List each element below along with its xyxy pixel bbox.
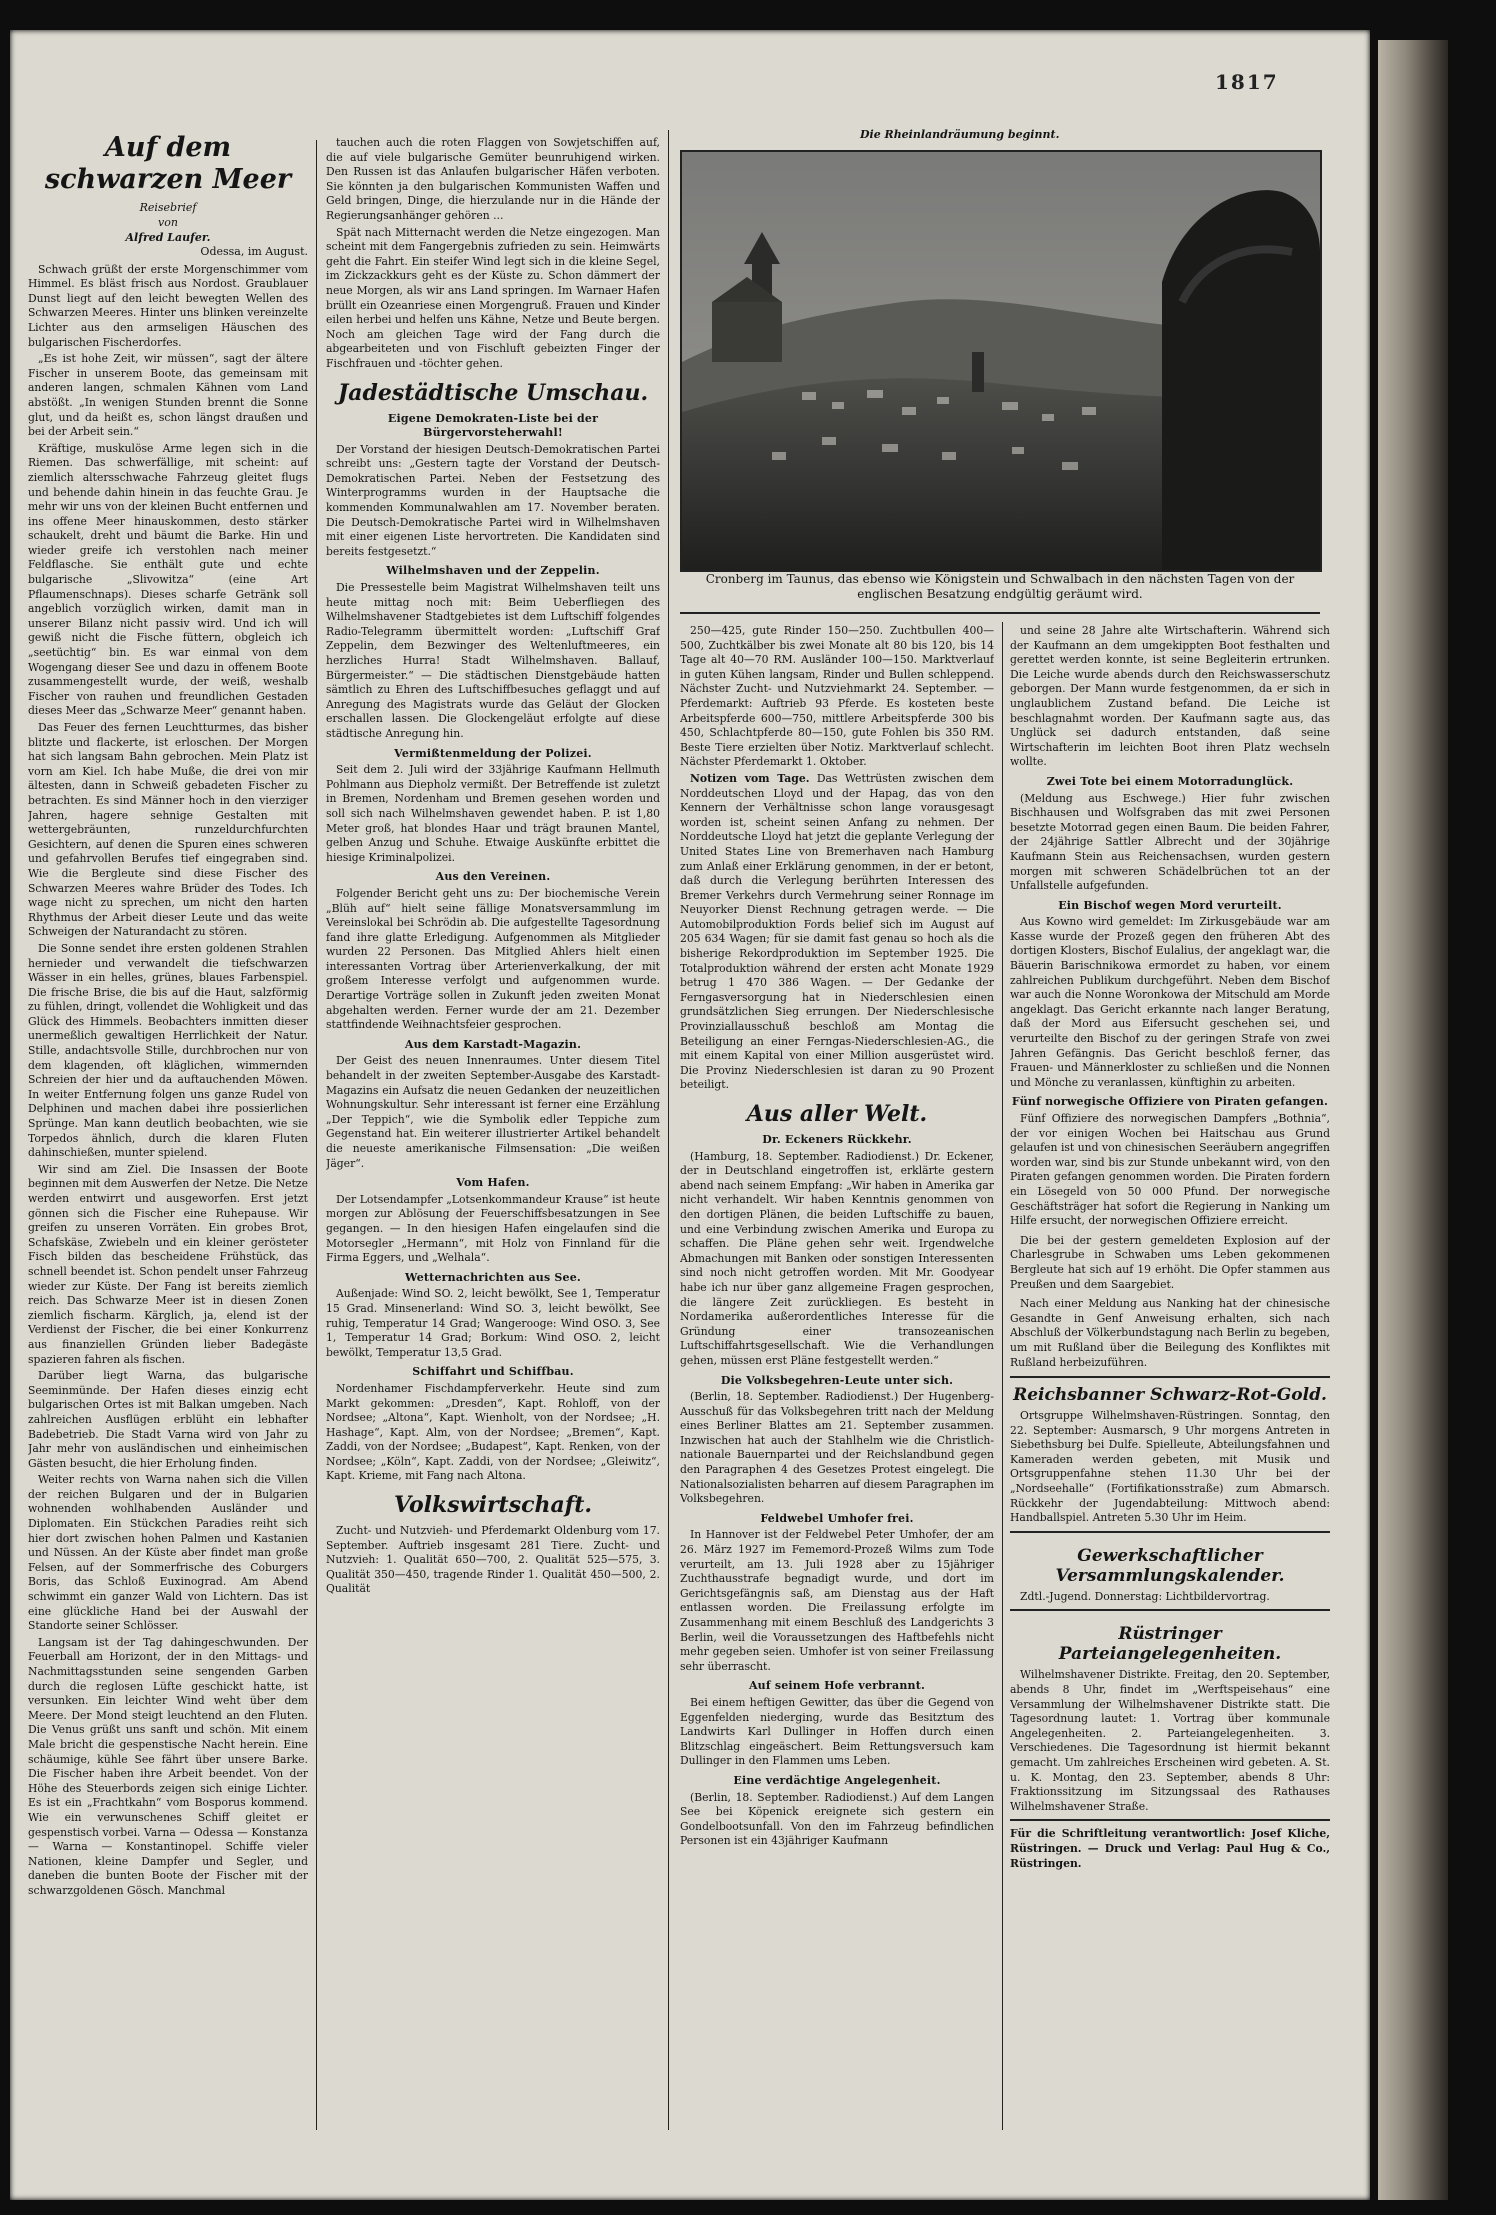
- world-news-item: [680, 1774, 994, 1849]
- jade-news-item-heading: Wilhelmshaven und der Zeppelin.: [386, 564, 600, 578]
- jade-news-item-text: Die Pressestelle beim Magistrat Wilhelmshaven teilt uns heute mittag noch mit: Beim Ueberfliegen des Wilhelmshavener Stadtgebietes ist dem Luftschiff folgendes Radio-Telegramm übermittelt worden: „Luftschiff Graf Zeppelin, dem Bezwinger des Weltenluftmeeres, ein herzliches Hurra! Stadt Wilhelmshaven. Ballauf, Bürgermeister.“ — Die städtischen Dienstgebäude hatten sämtlich zu Ehren des Luftschiffbesuches geflaggt und auf Anregung des Magistrats wurde das Geläut der Glocken erschallen lassen. Die Glockengeläut erfolgte auf diese städtische Anregung hin.: [326, 581, 660, 740]
- section-heading-volkswirtschaft: Volkswirtschaft.: [393, 1492, 593, 1519]
- article-paragraph: tauchen auch die roten Flaggen von Sowjetschiffen auf, die auf viele bulgarische Gemüter beunruhigend wirken. Den Russen ist das Anlaufen bulgarischer Häfen verboten. Sie könnten ja den bulgarischen Kommunisten Waffen und Geld bringen, Dinge, die hierzulande nur in die Hände der Regierungsanhänger gehören ...: [326, 136, 660, 222]
- section-heading-jade: Jadestädtische Umschau.: [337, 379, 649, 406]
- jade-news-item: [326, 564, 660, 741]
- column-2: [326, 136, 660, 2130]
- article-dateline: Odessa, im August.: [200, 245, 308, 258]
- article-paragraph: Schwach grüßt der erste Morgenschimmer vom Himmel. Es bläst frisch aus Nordost. Graublauer Dunst liegt auf den leicht bewegten Wellen des Schwarzen Meeres. Hinter uns blinken vereinzelte Lichter aus den armseligen Häuschen des bulgarischen Fischerdorfes.: [28, 262, 308, 349]
- jade-news-list: [326, 412, 660, 1361]
- world-news-item: [680, 1133, 994, 1369]
- town-photo: [680, 150, 1322, 572]
- jade-news-item-heading: Wetternachrichten aus See.: [405, 1270, 581, 1284]
- news-item: [1010, 1095, 1330, 1228]
- book-spine: [1378, 40, 1448, 2200]
- news-paragraph: und seine 28 Jahre alte Wirtschafterin. Während sich der Kaufmann an dem umgekippten Boot festhalten und gerettet werden konnte, ist seine Begleiterin ertrunken. Die Leiche wurde abends durch den Reichswasserschutz geborgen. Der Mann wurde festgenommen, da er sich in unglaublichem Zustand befand. Die Leiche ist beschlagnahmt worden. Der Kaufmann sagte aus, das Unglück sei dadurch entstanden, daß seine Wirtschafterin im leichten Boot ihren Platz wechseln wollte.: [1010, 624, 1330, 769]
- article-paragraph: „Es ist hohe Zeit, wir müssen“, sagt der ältere Fischer in unserem Boote, das gemeinsam mit anderen langen, schmalen Kähnen vom Land abstößt. „In wenigen Stunden brennt die Sonne glut, und da heißt es, schon längst draußen und bei der Arbeit sein.“: [28, 352, 308, 439]
- reichsbanner-text: Ortsgruppe Wilhelmshaven-Rüstringen. Sonntag, den 22. September: Ausmarsch, 9 Uhr morgens Antreten in Siebethsburg bei Dulfe. Spielleute, Abteilungsfahnen und Kameraden werden gebeten, mit Musik und Ortsgruppenfahne stehen 11.30 Uhr bei der „Nordseehalle“ (Fortifikationsstraße) zum Abmarsch. Rückkehr der Jugendabteilung: Mittwoch abend: Handballspiel. Antreten 5.30 Uhr im Heim.: [1010, 1409, 1330, 1525]
- news-item-heading: Zwei Tote bei einem Motorradunglück.: [1046, 774, 1294, 788]
- news-item: [1010, 1234, 1330, 1292]
- jade-news-item-heading: Vermißtenmeldung der Polizei.: [394, 746, 592, 760]
- news-item-text: (Meldung aus Eschwege.) Hier fuhr zwischen Bischhausen und Wolfsgraben das mit zwei Personen besetzte Motorrad gegen einen Baum. Die beiden Fahrer, der 24jährige Sattler Albrecht und der 30jährige Kaufmann Stein aus Reichensachsen, wurden gestern morgen mit schweren Schädelbrüchen tot an der Unfallstelle aufgefunden.: [1010, 791, 1330, 893]
- article-body: [28, 263, 308, 1899]
- article-paragraph: Spät nach Mitternacht werden die Netze eingezogen. Man scheint mit dem Fangergebnis zufrieden zu sein. Heimwärts geht die Fahrt. Ein steifer Wind legt sich in die kleine Segel, im Zickzackkurs geht es der Küste zu. Schon dämmert der neue Morgen, als wir ans Land springen. Im Warnaer Hafen brüllt ein Ozeanriese einen Morgengruß. Frauen und Kinder eilen herbei und helfen uns Kähne, Netze und Beute bergen. Noch am gleichen Tage wird der Fang durch die abgearbeiteten und von Fischluft gebeizten Finger der Fischfrauen und -töchter gehen.: [326, 225, 660, 370]
- news-item-heading: Ein Bischof wegen Mord verurteilt.: [1058, 898, 1282, 912]
- section-heading-aus-aller-welt: Aus aller Welt.: [746, 1101, 928, 1127]
- market-paragraph: 250—425, gute Rinder 150—250. Zuchtbullen 400—500, Zuchtkälber bis zwei Monate alt 80 bis 120, bis 14 Tage alt 40—70 RM. Ausländer 100—150. Marktverlauf in guten Kühen langsam, Rinder und Bullen schleppend. Nächster Zucht- und Nutzviehmarkt 24. September. — Pferdemarkt: Auftrieb 93 Pferde. Es kosteten beste Arbeitspferde 600—750, mittlere Arbeitspferde 300 bis 450, Schlachtpferde 80—150, gute Fohlen bis 350 RM. Beste Tiere erzielten über Notiz. Marktverlauf schlecht. Nächster Pferdemarkt 1. Oktober.: [680, 624, 994, 769]
- jade-news-item-text: Außenjade: Wind SO. 2, leicht bewölkt, See 1, Temperatur 15 Grad. Minsenerland: Wind SO. 3, leicht bewölkt, See ruhig, Temperatur 14 Grad; Wangerooge: Wind OSO. 3, See 1, Temperatur 14 Grad; Borkum: Wind OSO. 2, leicht bewölkt, Temperatur 13,5 Grad.: [326, 1287, 660, 1359]
- gewerkschaft-box: [1010, 1539, 1330, 1612]
- jade-news-item: [326, 1176, 660, 1266]
- ruestringen-title: Rüstringer Parteiangelegenheiten.: [1058, 1624, 1282, 1665]
- news-item: [1010, 899, 1330, 1091]
- photo-headline: Die Rheinlandräumung beginnt.: [860, 128, 1060, 141]
- ruestringen-box: [1010, 1617, 1330, 1821]
- reichsbanner-box: [1010, 1376, 1330, 1533]
- notizen-heading: Notizen vom Tage.: [690, 771, 810, 785]
- horizontal-rule: [680, 612, 1320, 614]
- world-news-item: [680, 1374, 994, 1507]
- column-rule: [316, 140, 317, 2130]
- article-continuation: [326, 136, 660, 372]
- news-item-text: Die bei der gestern gemeldeten Explosion auf der Charlesgrube in Schwaben ums Leben gekommenen Bergleute hat sich auf 19 erhöht. Die Opfer stammen aus Preußen und dem Saargebiet.: [1010, 1233, 1330, 1291]
- ruestringen-text: Wilhelmshavener Distrikte. Freitag, den 20. September, abends 8 Uhr, findet im „Werftspeisehaus“ eine Versammlung der Wilhelmshavener Distrikte statt. Die Tagesordnung lautet: 1. Vortrag über kommunale Angelegenheiten. 2. Parteiangelegenheiten. 3. Verschiedenes. Die Tagesordnung ist hiermit bekannt gemacht. Um zahlreiches Erscheinen wird gebeten. A. St. u. K. Montag, den 23. September, abends 8 Uhr: Fraktionssitzung im Sitzungssaal des Rathauses Wilhelmshavener Straße.: [1010, 1668, 1330, 1813]
- world-news-item-heading: Auf seinem Hofe verbrannt.: [748, 1679, 926, 1693]
- news-item-text: Aus Kowno wird gemeldet: Im Zirkusgebäude war am Kasse wurde der Prozeß gegen den früheren Abt des dortigen Klosters, Bischof Eulalius, der angeklagt war, die Bäuerin Barischnikowa ermordet zu haben, vor einem zahlreichen Publikum durchgeführt. Neben dem Bischof war auch die Nonne Woronkowa der Mitschuld am Morde angeklagt. Das Gericht erkannte nach langer Beratung, daß der Mord aus Eifersucht geschehen sei, und verurteilte den Bischof zu der geringen Strafe von zwei Jahren Gefängnis. Das Gericht beschloß ferner, das Frauen- und Männerkloster zu schließen und die Nonnen und Mönche zu veranlassen, künftighin zu arbeiten.: [1010, 915, 1330, 1089]
- market-report: [680, 624, 994, 770]
- jade-news-item-heading: Vom Hafen.: [456, 1176, 530, 1190]
- photo-caption: Cronberg im Taunus, das ebenso wie Königstein und Schwalbach in den nächsten Tagen von der englischen Besatzung endgültig geräumt wird.: [705, 572, 1295, 601]
- world-news-item-text: (Hamburg, 18. September. Radiodienst.) Dr. Eckener, der in Deutschland eingetroffen ist, erklärte gestern abend nach seinem Empfang: „Wir haben in Amerika gar nicht verhandelt. Wir haben Kenntnis genommen von den dortigen Plänen, die beiden Luftschiffe zu bauen, und eine Verbindung zwischen Amerika und Europa zu schaffen. Die Pläne gehen sehr weit. Irgendwelche Abmachungen mit Banken oder sonstigen Interessenten sind noch nicht getroffen worden. Mit Mr. Goodyear habe ich nur über ganz allgemeine Fragen gesprochen, die längere Zeit zurückliegen. Es besteht in Nordamerika außerordentliches Interesse für die Gründung einer transozeanischen Luftschiffahrtsgesellschaft. Wie die Verhandlungen gehen, müssen erst Pläne festgestellt werden.“: [680, 1149, 994, 1367]
- schiffahrt-text: Nordenhamer Fischdampferverkehr. Heute sind zum Markt gekommen: „Dresden“, Kapt. Rohloff, von der Nordsee; „Altona“, Kapt. Wienholt, von der Nordsee; „H. Hashage“, Kapt. Alm, von der Nordsee; „Bremen“, Kapt. Zaddi, von der Nordsee; „Budapest“, Kapt. Renken, von der Nordsee; „Köln“, Kapt. Zaddi, von der Nordsee; „Gleiwitz“, Kapt. Krieme, mit Fang nach Altona.: [326, 1381, 660, 1483]
- reichsbanner-title: Reichsbanner Schwarz-Rot-Gold.: [1013, 1385, 1327, 1406]
- page-number: 1817: [1215, 70, 1279, 94]
- article-subtitle: Reisebrief: [139, 201, 197, 214]
- article-paragraph: Langsam ist der Tag dahingeschwunden. Der Feuerball am Horizont, der in den Mittags- und Nachmittagsstunden seine sengenden Garben durch die reglosen Lüfte geschickt hatte, ist versunken. Ein leichter Wind weht über dem Meere. Der Mond steigt leuchtend an den Fluten. Die Venus grüßt uns sanft und schön. Mit einem Male bricht die gespenstische Nacht herein. Eine schäumige, kühle See fährt über unsere Barke. Die Fischer haben ihre Arbeit beendet. Von der Höhe des Steuerbords zeigen sich einige Lichter. Es ist ein „Frachtkahn“ vom Bosporus kommend. Wie ein verwunschenes Schiff gleitet er gespenstisch vorbei. Varna — Odessa — Konstanza — Warna — Konstantinopel. Schiffe vieler Nationen, kleine Dampfer und Segler, und daneben die bunten Boote der Fischer mit der schwarzgoldenen Gösch. Manchmal: [28, 1635, 308, 1897]
- world-news-item: [680, 1679, 994, 1769]
- world-news-item-text: (Berlin, 18. September. Radiodienst.) Der Hugenberg-Ausschuß für das Volksbegehren tritt nach der Meldung eines Berliner Blattes am 21. September zusammen. Inzwischen hat auch der Stahlhelm wie die Christlich-nationale Bauernpartei und der Reichslandbund gegen den Paragraphen 4 des Gesetzes Protest eingelegt. Die Nationalsozialisten beharren auf diesem Paragraphen im Volksbegehren.: [680, 1390, 994, 1506]
- gewerkschaft-title: Gewerkschaftlicher Versammlungskalender.: [1055, 1545, 1285, 1586]
- article-author: Alfred Laufer.: [125, 231, 211, 244]
- column-3: [680, 624, 994, 2130]
- jade-news-item-text: Folgender Bericht geht uns zu: Der biochemische Verein „Blüh auf“ hielt seine fällige Monatsversammlung im Vereinslokal bei Schrödin ab. Die aufgestellte Tagesordnung fand ihre glatte Erledigung. Aufgenommen als Mitglieder wurden 22 Personen. Das Mitglied Ahlers hielt einen interessanten Vortrag über Arterienverkalkung, der mit großem Interesse verfolgt und aufgenommen wurde. Derartige Vorträge sollen in Zukunft jeden zweiten Monat abgehalten werden. Ferner wurde der am 21. Dezember stattfindende Weihnachtsfeier gesprochen.: [326, 886, 660, 1032]
- article-paragraph: Kräftige, muskulöse Arme legen sich in die Riemen. Das schwerfällige, mit scheint: auf ziemlich altersschwache Fahrzeug gleitet flugs und behende dahin hinein in das feuchte Grau. Je mehr wir uns von der kleinen Bucht entfernen und ins offene Meer hinauskommen, desto stärker schaukelt, dreht und bäumt die Barke. Hin und wieder greife ich verstohlen nach meiner Feldflasche. Sie enthält gute und echte bulgarische „Slivowitza“ (eine Art Pflaumenschnaps). Dieses scharfe Getränk soll angeblich vorzüglich wirken, damit man in unserer Bilanz nicht passiv wird. Und ich will gewiß nicht die Fische füttern, obgleich ich „seetüchtig“ bin. Es war einmal von dem Wogengang dieser See und dazu in offenem Boote zusammengestellt wurde, der weiß, weshalb Fischer von rauhen und freundlichen Gestaden dieses Meer das „Schwarze Meer“ genannt haben.: [28, 441, 308, 718]
- column-rule: [668, 130, 669, 2130]
- jade-news-item-heading: Eigene Demokraten-Liste bei der Bürgervorsteherwahl!: [387, 411, 599, 440]
- gewerkschaft-text: Zdtl.-Jugend. Donnerstag: Lichtbildervortrag.: [1020, 1589, 1270, 1603]
- article-paragraph: Darüber liegt Warna, das bulgarische Seeminmünde. Der Hafen dieses einzig echt bulgarischen Ortes ist mit Balkan umgeben. Nach zahlreichen Ausflügen erblüht ein lebhafter Badebetrieb. Die Stadt Varna wird von Jahr zu Jahr mehr von ausländischen und einheimischen Gästen besucht, die hier Erholung finden.: [28, 1369, 308, 1470]
- jade-news-item-heading: Aus den Vereinen.: [435, 870, 551, 884]
- world-news-item-heading: Eine verdächtige Angelegenheit.: [733, 1773, 941, 1787]
- article-title: Auf dem schwarzen Meer: [44, 132, 292, 195]
- article-paragraph: Weiter rechts von Warna nahen sich die Villen der reichen Bulgaren und der in Bulgarien wohnenden wohlhabenden Ausländer und Diplomaten. Ein Stückchen Paradies reiht sich hier dort zwischen hohen Palmen und Kastanien und Nüssen. An der Küste aber findet man große Felsen, auf der Sommerfrische des Coburgers Boris, das Schloß Euxinograd. Am Abend schwimmt ein ganzer Wald von Lichtern. Das ist eine glückliche Hand bei der Auswahl der Standorte seiner Schlösser.: [28, 1473, 308, 1633]
- news-continuation: [1010, 624, 1330, 770]
- world-news-item-heading: Die Volksbegehren-Leute unter sich.: [720, 1373, 954, 1387]
- article-paragraph: Das Feuer des fernen Leuchtturmes, das bisher blitzte und flackerte, ist erloschen. Der Morgen hat sich langsam Bahn gebrochen. Mein Platz ist vorn am Kiel. Ich habe Muße, die drei von mir ältesten, dann in Schweiß gebadeten Fischer zu betrachten. Es sind Männer hoch in den vierziger Jahren, hagere sehnige Gestalten mit wettergebräunten, runzeldurchfurchten Gesichtern, auf denen die Spuren eines schweren und gefahrvollen Berufes tief eingegraben sind. Wie die Bergleute sind diese Fischer des Schwarzen Meeres wahre Brüder des Todes. Ich wage nicht zu sprechen, um nicht den harten Rhythmus der Arbeit dieser Leute und das weite Schweigen der Naturandacht zu stören.: [28, 721, 308, 939]
- news-items: [1010, 775, 1330, 1370]
- article-paragraph: Wir sind am Ziel. Die Insassen der Boote beginnen mit dem Auswerfen der Netze. Die Netze werden entwirrt und ausgeworfen. Erst jetzt gönnen sich die Fischer eine Ruhepause. Wir greifen zu unseren Vorräten. Ein grobes Brot, Schafskäse, Zwiebeln und ein kleiner gerösteter Fisch bilden das bescheidene Frühstück, das schnell beendet ist. Schon pendelt unser Fahrzeug wieder zur Küste. Der Fang ist bereits ziemlich reich. Das Schwarze Meer ist in diesen Zonen ziemlich fischarm. Kärglich, ja, elend ist der Verdienst der Fischer, die bei einer Konkurrenz aus finanziellen Gründen lieber Badegäste spazieren fahren als fischen.: [28, 1162, 308, 1366]
- column-rule: [1002, 622, 1003, 2130]
- world-news-item-text: (Berlin, 18. September. Radiodienst.) Auf dem Langen See bei Köpenick ereignete sich gestern ein Gondelbootsunfall. Von den im Fahrzeug befindlichen Personen ist ein 43jähriger Kaufmann: [680, 1790, 994, 1848]
- news-item: [1010, 1297, 1330, 1370]
- jade-news-item-text: Der Vorstand der hiesigen Deutsch-Demokratischen Partei schreibt uns: „Gestern tagte der Vorstand der Deutsch-Demokratischen Partei. Neben der Festsetzung des Winterprogramms wurden in der Hauptsache die kommenden Kommunalwahlen am 17. November beraten. Die Deutsch-Demokratische Partei wird in Wilhelmshaven mit einer eigenen Liste hervortreten. Die Kandidaten sind bereits festgesetzt.“: [326, 442, 660, 558]
- jade-news-item: [326, 1271, 660, 1361]
- section-heading-schiffahrt: Schiffahrt und Schiffbau.: [412, 1365, 574, 1379]
- notizen-text: Das Wettrüsten zwischen dem Norddeutschen Lloyd und der Hapag, das von den Kennern der Verhältnisse schon lange vorausgesagt worden ist, scheint seinen Anfang zu nehmen. Der Norddeutsche Lloyd hat jetzt die geplante Verlegung der United States Line von Bremerhaven nach Hamburg zum Anlaß einer Erklärung genommen, in der er betont, daß durch die Verlegung berührten Interessen des Bremer Verkehrs durch Vermehrung seiner Ronnage im Neuyorker Dienst Rechnung getragen werde. — Die Automobilproduktion Fords belief sich im August auf 205 634 Wagen; für sie damit fast genau so hoch als die bisherige Rekordproduktion im September 1925. Die Totalproduktion während der ersten acht Monate 1929 betrug 1 470 386 Wagen. — Der Gedanke der Ferngasversorgung hat in Niederschlesien einen grundsätzlichen Sieg errungen. Der Niederschlesische Provinziallausschuß beschloß am Montag die Beteiligung an einer Ferngas-Niederschlesien-AG., die mit einem Kapital von einer Million ausgerüstet wird. Die Provinz Niederschlesien ist daran zu 90 Prozent beteiligt.: [680, 771, 994, 1092]
- jade-news-item-heading: Aus dem Karstadt-Magazin.: [404, 1037, 582, 1051]
- jade-news-item: [326, 747, 660, 866]
- article-by: von: [158, 216, 178, 229]
- news-item-text: Fünf Offiziere des norwegischen Dampfers „Bothnia“, der vor einigen Wochen bei Haitschau aus Grund gelaufen ist und von chinesischen Seeräubern angegriffen worden war, sind bis zur Stunde unbekannt wird, von den Piraten gefangen genommen worden. Die Piraten fordern ein Lösegeld von 50 000 Pfund. Der norwegische Geschäftsträger hat sofort die Regierung in Nanking um Hilfe ersucht, der norwegischen Offiziere erreicht.: [1010, 1112, 1330, 1228]
- news-item-heading: Fünf norwegische Offiziere von Piraten gefangen.: [1011, 1095, 1329, 1109]
- jade-news-item-text: Seit dem 2. Juli wird der 33jährige Kaufmann Hellmuth Pohlmann aus Diepholz vermißt. Der Betreffende ist zuletzt in Bremen, Nordenham und Bremen gesehen worden und soll sich nach Wilhelmshaven gewendet haben. P. ist 1,80 Meter groß, hat blondes Haar und trägt braunen Mantel, gelben Anzug und Schuhe. Etwaige Auskünfte erbittet die hiesige Kriminalpolizei.: [326, 763, 660, 864]
- column-4: [1010, 624, 1330, 2130]
- jade-news-item: [326, 412, 660, 560]
- world-news-item: [680, 1512, 994, 1675]
- article-paragraph: Die Sonne sendet ihre ersten goldenen Strahlen hernieder und verwandelt die tiefschwarzen Wässer in ein helles, grünes, blaues Farbenspiel. Die frische Brise, die bis auf die Haut, salzförmig zu fühlen, dringt, vollendet die Wohligkeit und das Glück des Himmels. Beobachters inmitten dieser unermeßlich gewaltigen Herrlichkeit der Natur. Stille, andachtsvolle Stille, durchbrochen nur von dem klagenden, oft kläglichen, wimmernden Schreien der hier und da auftauchenden Möwen. In weiter Entfernung folgen uns ganze Rudel von Delphinen und machen dabei ihre possierlichen Sprünge. Man kann deutlich beobachten, wie sie Torpedos ähnlich, durch die klaren Fluten dahinschießen, munter spielend.: [28, 941, 308, 1160]
- jade-news-item-text: Der Lotsendampfer „Lotsenkommandeur Krause“ ist heute morgen zur Ablösung der Feuerschiffsbesatzungen in See gegangen. — In den hiesigen Hafen eingelaufen sind die Motorsegler „Hermann“, mit Holz von Finnland für die Firma Eggers, und „Welhala“.: [326, 1192, 660, 1265]
- volkswirtschaft-text: Zucht- und Nutzvieh- und Pferdemarkt Oldenburg vom 17. September. Auftrieb insgesamt 281 Tiere. Zucht- und Nutzvieh: 1. Qualität 650—700, 2. Qualität 525—575, 3. Qualität 350—450, tragende Rinder 1. Qualität 450—500, 2. Qualität: [326, 1524, 660, 1596]
- world-news-item-heading: Feldwebel Umhofer frei.: [760, 1511, 914, 1525]
- news-item-text: Nach einer Meldung aus Nanking hat der chinesische Gesandte in Genf Anweisung erhalten, sich nach Abschluß der Völkerbundstagung nach Berlin zu begeben, um mit Rußland über die Beilegung des Konfliktes mit Rußland herbeizuführen.: [1010, 1297, 1330, 1369]
- jade-news-item: [326, 1038, 660, 1171]
- imprint: Für die Schriftleitung verantwortlich: Josef Kliche, Rüstringen. — Druck und Verlag: Paul Hug & Co., Rüstringen.: [1010, 1827, 1330, 1870]
- world-news-item-text: In Hannover ist der Feldwebel Peter Umhofer, der am 26. März 1927 im Fememord-Prozeß Wilms zum Tode verurteilt, am 13. Juli 1928 aber zu 15jähriger Zuchthausstrafe begnadigt wurde, und dort im Gerichtsgefängnis saß, am Dienstag aus der Haft entlassen worden. Die Freilassung erfolgte im Zusammenhang mit einem Beschluß des Landgerichts 3 Berlin, weil die Voraussetzungen des Haftbefehls nicht mehr gegeben seien. Umhofer ist von seiner Freilassung sehr überrascht.: [680, 1528, 994, 1673]
- news-item: [1010, 775, 1330, 894]
- world-news-item-text: Bei einem heftigen Gewitter, das über die Gegend von Eggenfelden niederging, wurde das Besitztum des Landwirts Karl Dullinger in Hoffen durch einen Blitzschlag eingeäschert. Beim Rettungsversuch kam Dullinger in den Flammen ums Leben.: [680, 1695, 994, 1768]
- column-1: [28, 132, 308, 2130]
- world-news-item-heading: Dr. Eckeners Rückkehr.: [762, 1133, 912, 1146]
- jade-news-item-text: Der Geist des neuen Innenraumes. Unter diesem Titel behandelt in der zweiten September-Ausgabe des Karstadt-Magazins ein Aufsatz die neuen Gedanken der neuzeitlichen Wohnungskultur. Sehr interessant ist ferner eine Erzählung „Der Teppich“, wie die Symbolik edler Teppiche zum Gegenstand hat. Ein weiterer illustrierter Artikel behandelt die neueste amerikanische Filmsensation: „Die weißen Jäger“.: [326, 1054, 660, 1170]
- world-news-list: [680, 1133, 994, 1849]
- jade-news-item: [326, 870, 660, 1033]
